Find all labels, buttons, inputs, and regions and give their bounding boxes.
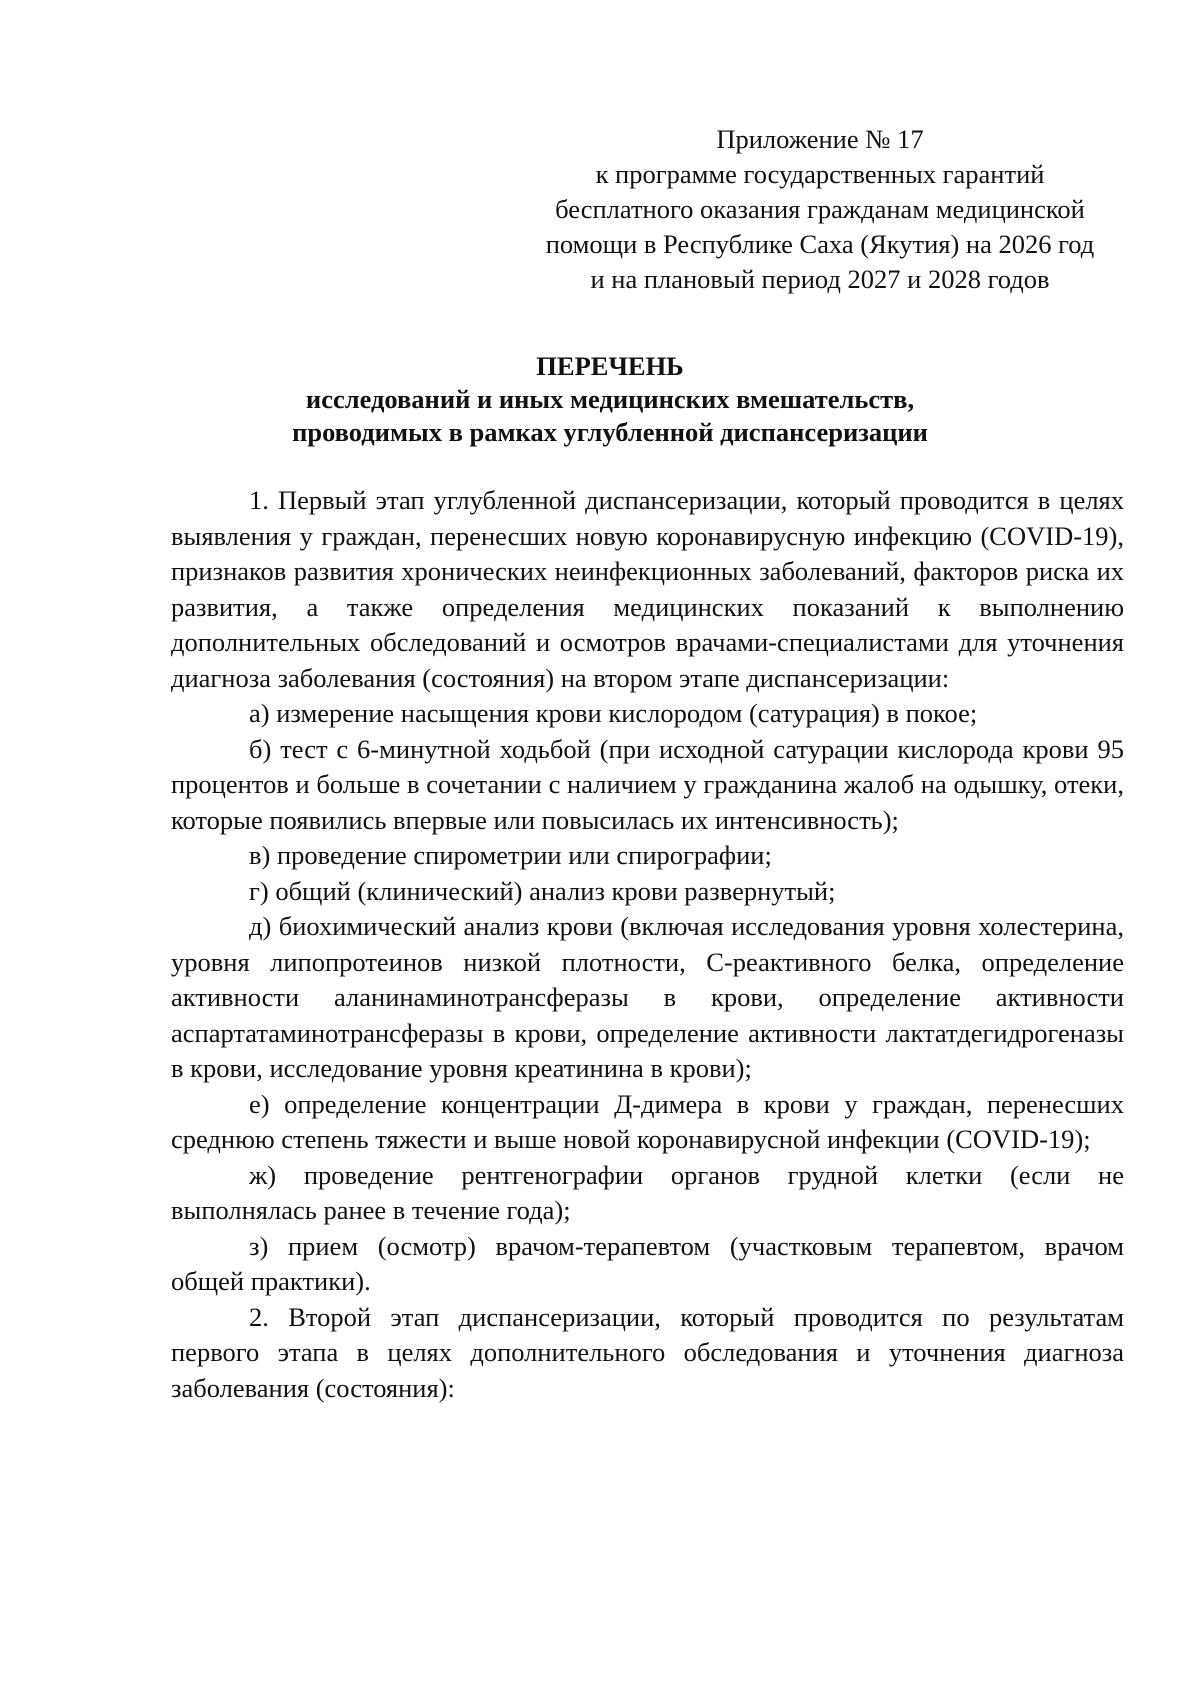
paragraph-item-2: 2. Второй этап диспансеризации, который проводится по результатам первого этапа в целях дополнительного обследования и уточнения диагноза заболевания (состояния):: [171, 1301, 1124, 1403]
paragraph-item-b: б) тест с 6-минутной ходьбой (при исходной сатурации кислорода крови 95 процентов и больше в сочетании с наличием у гражданина жалоб на одышку, отеки, которые появились впервые или повысилась их интенсивность);: [171, 733, 1124, 835]
paragraph-item-z: з) прием (осмотр) врачом-терапевтом (участковым терапевтом, врачом общей практики).: [171, 1230, 1124, 1296]
paragraph-item-v: в) проведение спирометрии или спирографии;: [249, 840, 772, 870]
appendix-line: помощи в Республике Саха (Якутия) на 2026 год: [545, 229, 1095, 259]
document-title: [160, 350, 1060, 449]
document-body: [171, 483, 1124, 1406]
appendix-line: к программе государственных гарантий: [595, 159, 1045, 189]
appendix-line: бесплатного оказания гражданам медицинской: [555, 194, 1085, 224]
paragraph-item-zh: ж) проведение рентгенографии органов грудной клетки (если не выполнялась ранее в течение года);: [171, 1159, 1124, 1225]
paragraph-item-d: д) биохимический анализ крови (включая исследования уровня холестерина, уровня липопротеинов низкой плотности, С-реактивного белка, определение активности аланинаминотрансферазы в крови, определение активности аспартатаминотрансферазы в крови, определение активности лактатдегидрогеназы в крови, исследование уровня креатинина в крови);: [171, 911, 1124, 1083]
title-line: проводимых в рамках углубленной диспансеризации: [292, 417, 928, 447]
appendix-line: и на плановый период 2027 и 2028 годов: [590, 264, 1050, 294]
appendix-header: [520, 122, 1120, 297]
title-heading: ПЕРЕЧЕНЬ: [536, 351, 684, 381]
appendix-line: Приложение № 17: [716, 124, 924, 154]
paragraph-item-e: е) определение концентрации Д-димера в крови у граждан, перенесших среднюю степень тяжести и выше новой коронавирусной инфекции (COVID-19);: [171, 1088, 1124, 1154]
paragraph-item-1: 1. Первый этап углубленной диспансеризации, который проводится в целях выявления у граждан, перенесших новую коронавирусную инфекцию (COVID-19), признаков развития хронических неинфекционных заболеваний, факторов риска их развития, а также определения медицинских показаний к выполнению дополнительных обследований и осмотров врачами-специалистами для уточнения диагноза заболевания (состояния) на втором этапе диспансеризации:: [171, 485, 1124, 693]
title-line: исследований и иных медицинских вмешательств,: [305, 384, 915, 414]
paragraph-item-a: а) измерение насыщения крови кислородом (сатурация) в покое;: [249, 698, 978, 728]
paragraph-item-g: г) общий (клинический) анализ крови развернутый;: [249, 875, 836, 906]
